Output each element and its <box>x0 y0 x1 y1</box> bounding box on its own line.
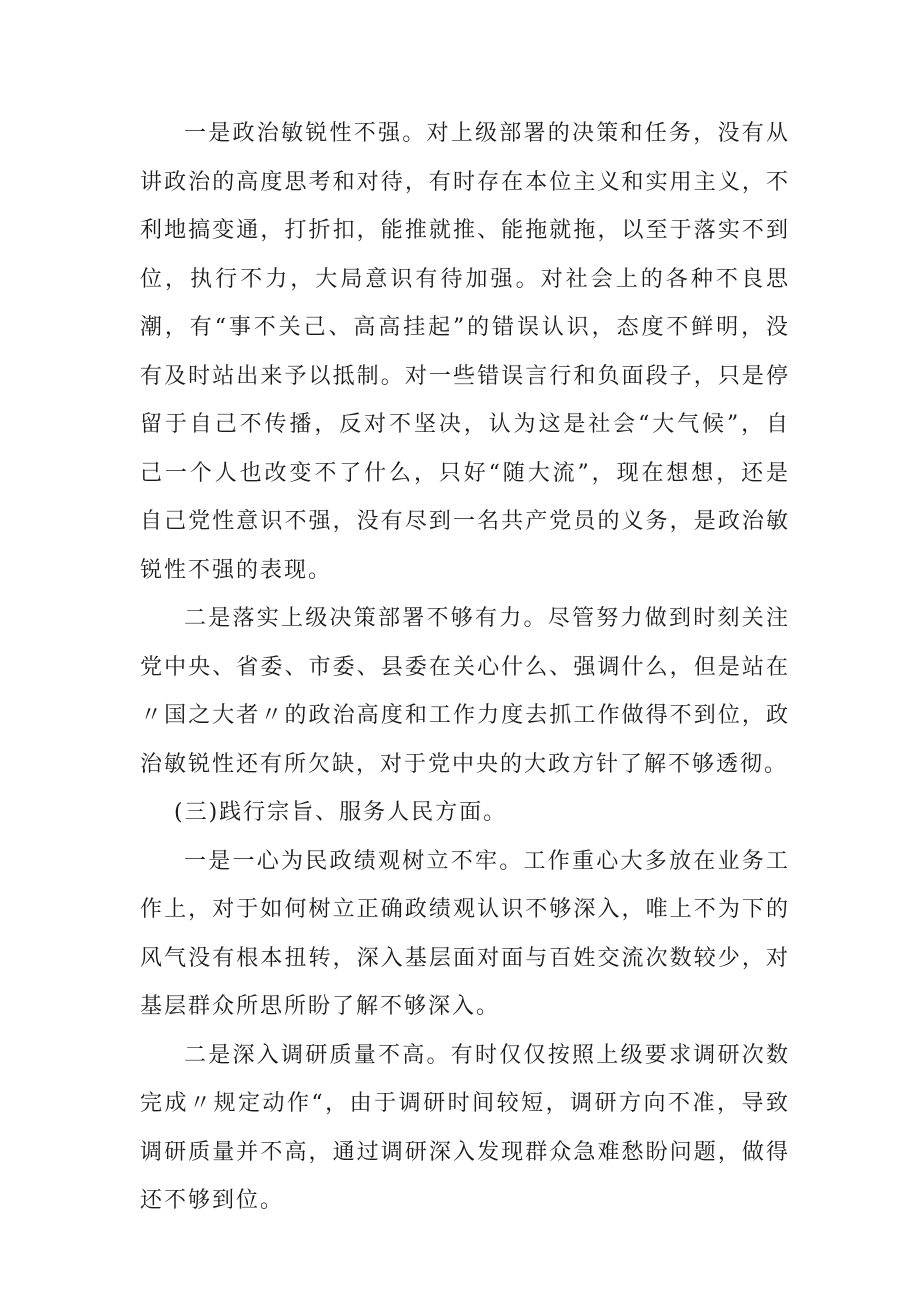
section-heading-serving-people: (三)践行宗旨、服务人民方面。 <box>174 800 508 825</box>
document-body <box>140 110 790 1226</box>
paragraph-research-quality: 二是深入调研质量不高。有时仅仅按照上级要求调研次数完成〃规定动作“，由于调研时间较短，调研方向不准，导致调研质量并不高，通过调研深入发现群众急难愁盼问题，做得还不够到位。 <box>140 1042 790 1213</box>
paragraph-implementation: 二是落实上级决策部署不够有力。尽管努力做到时刻关注党中央、省委、市委、县委在关心什么、强调什么，但是站在〃国之大者〃的政治高度和工作力度去抓工作做得不到位，政治敏锐性还有所欠缺，对于党中央的大政方针了解不够透彻。 <box>140 606 790 777</box>
paragraph-performance-view: 一是一心为民政绩观树立不牢。工作重心大多放在业务工作上，对于如何树立正确政绩观认识不够深入，唯上不为下的风气没有根本扭转，深入基层面对面与百姓交流次数较少，对基层群众所思所盼了解不够深入。 <box>140 848 790 1019</box>
paragraph-political-sensitivity: 一是政治敏锐性不强。对上级部署的决策和任务，没有从讲政治的高度思考和对待，有时存在本位主义和实用主义，不利地搞变通，打折扣，能推就推、能拖就拖，以至于落实不到位，执行不力，大局意识有待加强。对社会上的各种不良思潮，有“事不关己、高高挂起”的错误认识，态度不鲜明，没有及时站出来予以抵制。对一些错误言行和负面段子，只是停留于自己不传播，反对不坚决，认为这是社会“大气候”，自己一个人也改变不了什么，只好“随大流”，现在想想，还是自己党性意识不强，没有尽到一名共产党员的义务，是政治敏锐性不强的表现。 <box>140 121 790 583</box>
